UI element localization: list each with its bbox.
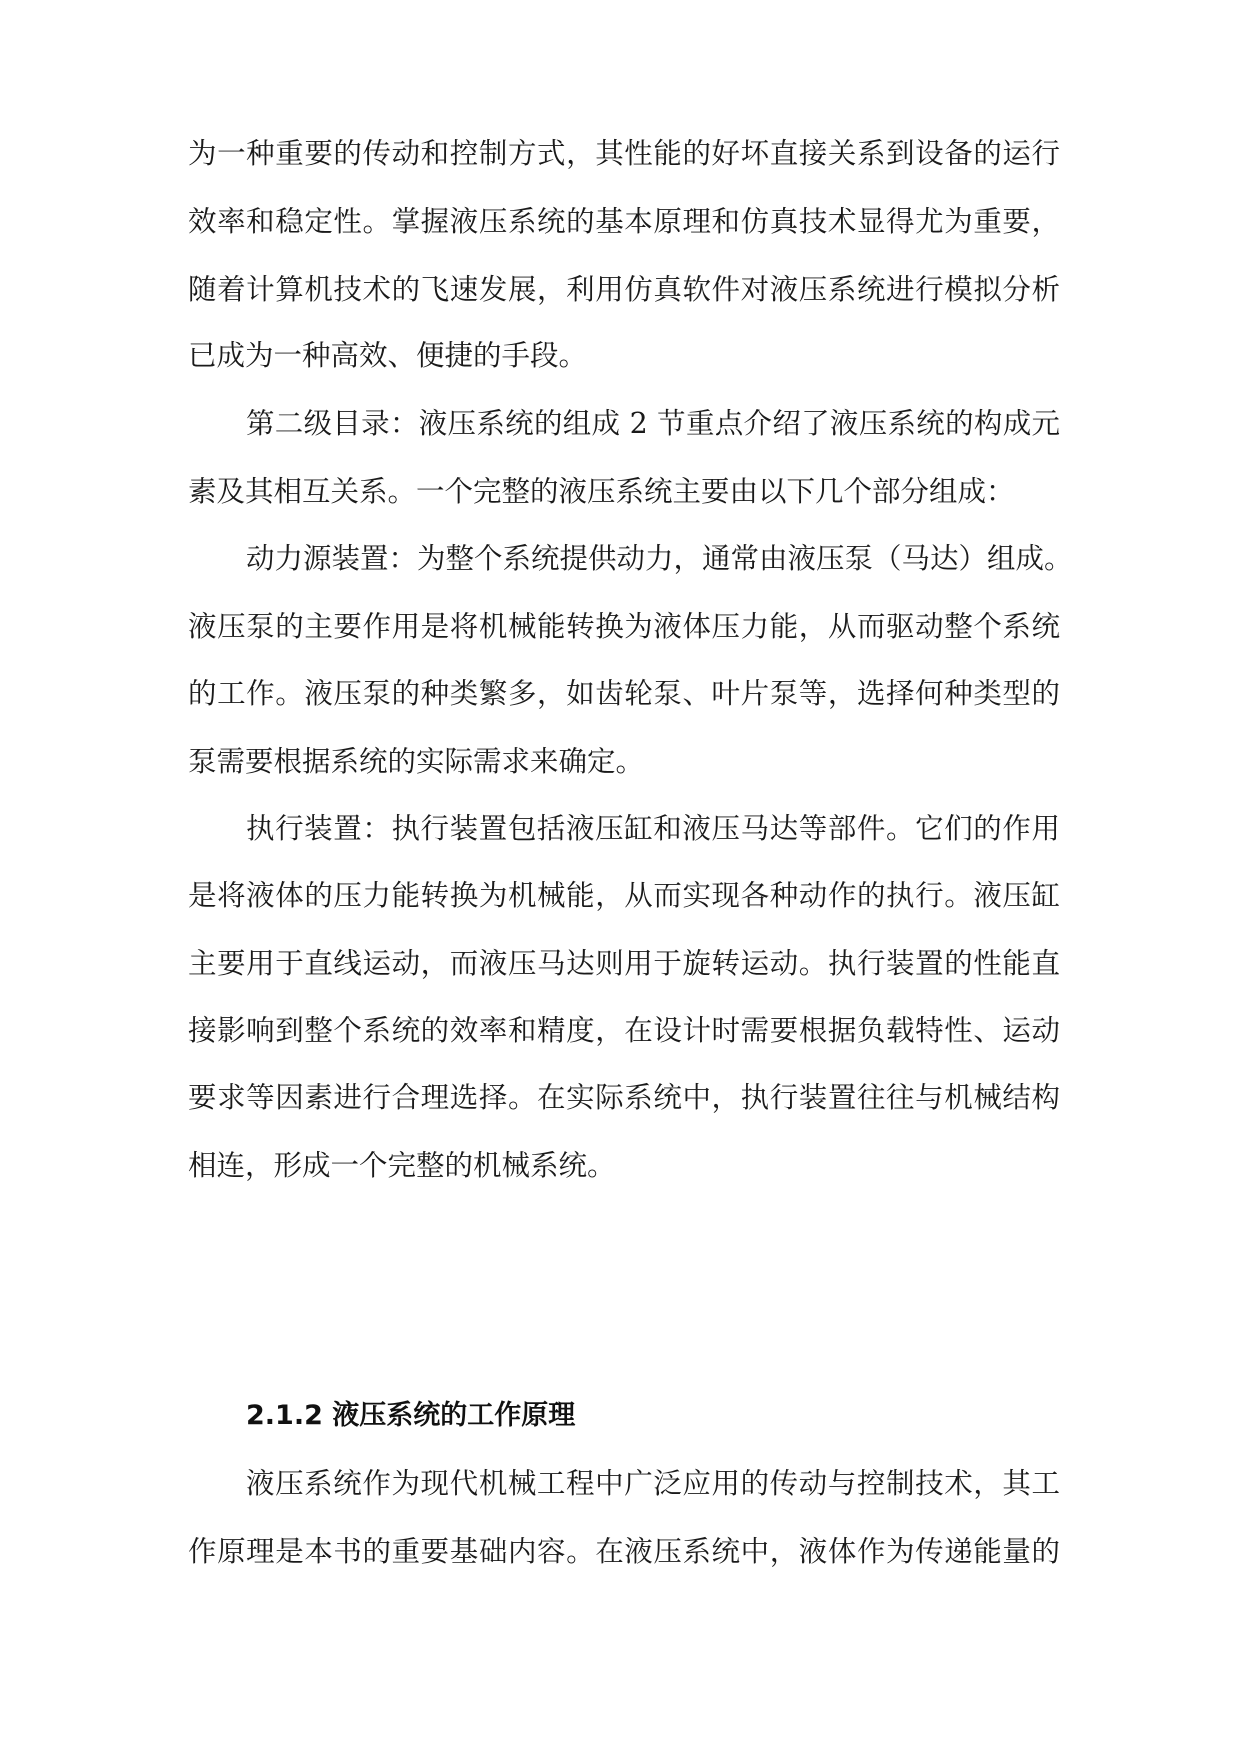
paragraph-line: 接影响到整个系统的效率和精度，在设计时需要根据负载特性、运动 [188, 1014, 1060, 1047]
paragraph-line: 相连，形成一个完整的机械系统。 [188, 1149, 616, 1182]
paragraph-line: 动力源装置：为整个系统提供动力，通常由液压泵（马达）组成。 [246, 542, 1073, 575]
paragraph-line: 随着计算机技术的飞速发展，利用仿真软件对液压系统进行模拟分析 [188, 273, 1060, 306]
paragraph-line: 素及其相互关系。一个完整的液压系统主要由以下几个部分组成： [188, 475, 1015, 508]
paragraph-line: 是将液体的压力能转换为机械能，从而实现各种动作的执行。液压缸 [188, 879, 1060, 912]
section-heading: 2.1.2 液压系统的工作原理 [246, 1400, 576, 1431]
paragraph-line: 执行装置：执行装置包括液压缸和液压马达等部件。它们的作用 [246, 812, 1060, 845]
paragraph-line: 泵需要根据系统的实际需求来确定。 [188, 745, 645, 778]
paragraph-line: 液压系统作为现代机械工程中广泛应用的传动与控制技术，其工 [246, 1467, 1060, 1500]
paragraph-line: 作原理是本书的重要基础内容。在液压系统中，液体作为传递能量的 [188, 1535, 1060, 1568]
paragraph-line: 已成为一种高效、便捷的手段。 [188, 339, 588, 372]
paragraph-line: 效率和稳定性。掌握液压系统的基本原理和仿真技术显得尤为重要， [188, 205, 1060, 238]
paragraph-line: 的工作。液压泵的种类繁多，如齿轮泵、叶片泵等，选择何种类型的 [188, 677, 1060, 710]
paragraph-line: 为一种重要的传动和控制方式，其性能的好坏直接关系到设备的运行 [188, 137, 1060, 170]
paragraph-line: 液压泵的主要作用是将机械能转换为液体压力能，从而驱动整个系统 [188, 610, 1060, 643]
paragraph-line: 主要用于直线运动，而液压马达则用于旋转运动。执行装置的性能直 [188, 947, 1060, 980]
paragraph-line: 第二级目录：液压系统的组成 2 节重点介绍了液压系统的构成元 [246, 407, 1060, 440]
paragraph-line: 要求等因素进行合理选择。在实际系统中，执行装置往往与机械结构 [188, 1081, 1060, 1114]
